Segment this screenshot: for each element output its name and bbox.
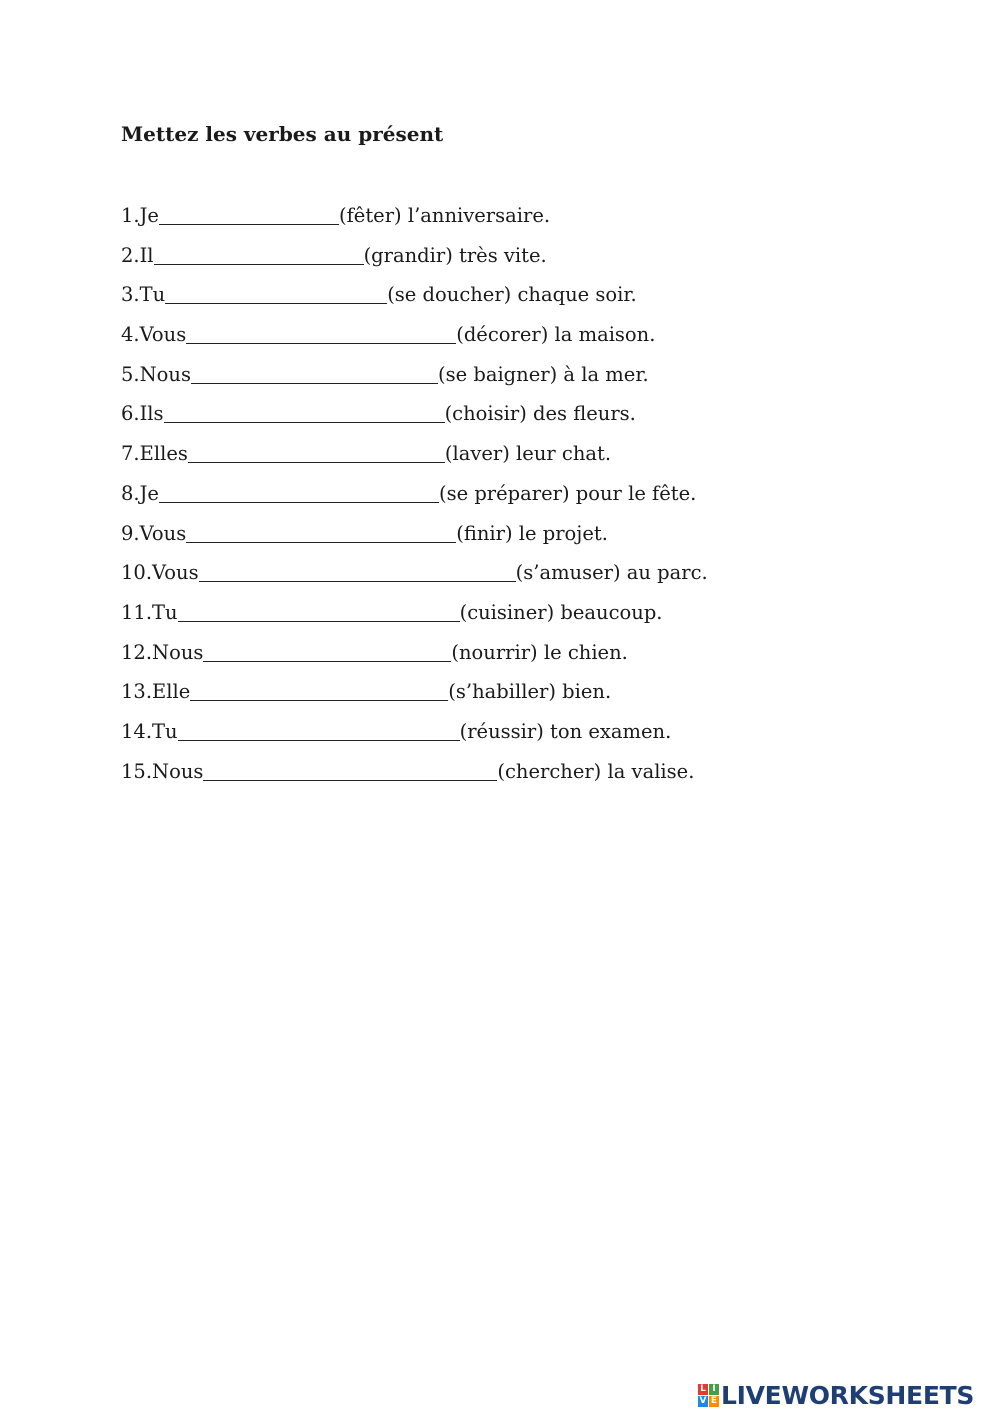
sentence-rest: ton examen. — [543, 719, 672, 743]
page-title: Mettez les verbes au présent — [121, 122, 444, 146]
exercise-number: 3. — [121, 283, 140, 307]
sentence-rest: pour le fête. — [569, 481, 697, 505]
exercise-subject: Vous — [139, 323, 187, 347]
exercise-item — [121, 399, 708, 439]
verb-hint: (chercher) — [497, 759, 602, 783]
exercise-item — [121, 360, 708, 400]
answer-blank[interactable] — [186, 522, 456, 543]
exercise-number: 4. — [121, 323, 140, 347]
verb-hint: (finir) — [456, 521, 513, 545]
exercise-subject: Vous — [152, 561, 199, 585]
verb-hint: (se doucher) — [387, 283, 512, 307]
exercise-subject: Je — [139, 481, 159, 505]
answer-blank[interactable] — [191, 363, 438, 384]
exercise-subject: Tu — [139, 283, 166, 307]
sentence-rest: au parc. — [620, 561, 708, 585]
exercise-subject: Elle — [152, 680, 191, 704]
exercise-number: 13. — [121, 680, 153, 704]
exercise-list — [121, 201, 708, 796]
answer-blank[interactable] — [154, 244, 364, 265]
exercise-item — [121, 717, 708, 757]
exercise-number: 14. — [121, 719, 153, 743]
exercise-subject: Je — [139, 204, 159, 227]
exercise-item — [121, 201, 708, 241]
answer-blank[interactable] — [199, 561, 516, 582]
answer-blank[interactable] — [203, 641, 451, 662]
exercise-subject: Tu — [152, 600, 178, 624]
logo-mark-letter: L — [698, 1384, 708, 1395]
sentence-rest: bien. — [555, 680, 612, 704]
exercise-item — [121, 677, 708, 717]
exercise-number: 15. — [121, 759, 153, 783]
exercise-item — [121, 241, 708, 281]
sentence-rest: à la mer. — [557, 362, 649, 386]
verb-hint: (s’amuser) — [515, 561, 621, 585]
exercise-subject: Tu — [152, 719, 178, 743]
exercise-subject: Il — [139, 243, 154, 267]
verb-hint: (se baigner) — [437, 362, 558, 386]
verb-hint: (s’habiller) — [448, 680, 556, 704]
verb-hint: (laver) — [444, 442, 510, 466]
exercise-item — [121, 598, 708, 638]
exercise-item — [121, 757, 708, 797]
logo-mark-letter: E — [710, 1395, 718, 1406]
exercise-item — [121, 519, 708, 559]
verb-hint: (grandir) — [363, 243, 453, 267]
exercise-number: 5. — [121, 362, 140, 386]
sentence-rest: la valise. — [601, 759, 695, 783]
exercise-number: 6. — [121, 402, 140, 426]
sentence-rest: le projet. — [512, 521, 608, 545]
answer-blank[interactable] — [164, 402, 445, 423]
exercise-number: 1. — [121, 204, 140, 227]
exercise-number: 10. — [121, 561, 153, 585]
verb-hint: (se préparer) — [438, 481, 570, 505]
exercise-subject: Nous — [152, 640, 204, 664]
verb-hint: (réussir) — [459, 719, 544, 743]
sentence-rest: des fleurs. — [526, 402, 636, 426]
logo-mark-letter: I — [709, 1384, 719, 1395]
verb-hint: (décorer) — [456, 323, 549, 347]
exercise-item — [121, 320, 708, 360]
verb-hint: (choisir) — [444, 402, 527, 426]
sentence-rest: l’anniversaire. — [401, 204, 551, 227]
exercise-item — [121, 479, 708, 519]
answer-blank[interactable] — [190, 680, 448, 701]
exercise-item — [121, 638, 708, 678]
exercise-item — [121, 558, 708, 598]
answer-blank[interactable] — [165, 283, 387, 304]
answer-blank[interactable] — [203, 760, 497, 781]
answer-blank[interactable] — [186, 323, 456, 344]
answer-blank[interactable] — [159, 482, 439, 503]
answer-blank[interactable] — [178, 601, 460, 622]
exercise-number: 11. — [121, 600, 153, 624]
liveworksheets-logo — [698, 1378, 974, 1412]
sentence-rest: chaque soir. — [511, 283, 637, 307]
exercise-number: 2. — [121, 243, 140, 267]
verb-hint: (fêter) — [338, 204, 402, 227]
exercise-subject: Ils — [139, 402, 164, 426]
exercise-number: 8. — [121, 481, 140, 505]
sentence-rest: beaucoup. — [554, 600, 663, 624]
logo-mark-letter: V — [699, 1395, 707, 1406]
exercise-number: 7. — [121, 442, 140, 466]
exercise-number: 12. — [121, 640, 153, 664]
live-logo-mark-icon — [698, 1384, 719, 1407]
answer-blank[interactable] — [188, 442, 445, 463]
exercise-item — [121, 439, 708, 479]
exercise-item — [121, 280, 708, 320]
exercise-number: 9. — [121, 521, 140, 545]
verb-hint: (cuisiner) — [459, 600, 555, 624]
exercise-subject: Elles — [139, 442, 188, 466]
answer-blank[interactable] — [159, 204, 339, 225]
exercise-subject: Nous — [139, 362, 191, 386]
logo-text: LIVEWORKSHEETS — [721, 1380, 975, 1410]
sentence-rest: le chien. — [537, 640, 628, 664]
sentence-rest: leur chat. — [509, 442, 612, 466]
exercise-subject: Vous — [139, 521, 187, 545]
answer-blank[interactable] — [178, 720, 460, 741]
sentence-rest: très vite. — [452, 243, 547, 267]
sentence-rest: la maison. — [548, 323, 656, 347]
exercise-subject: Nous — [152, 759, 204, 783]
verb-hint: (nourrir) — [451, 640, 538, 664]
